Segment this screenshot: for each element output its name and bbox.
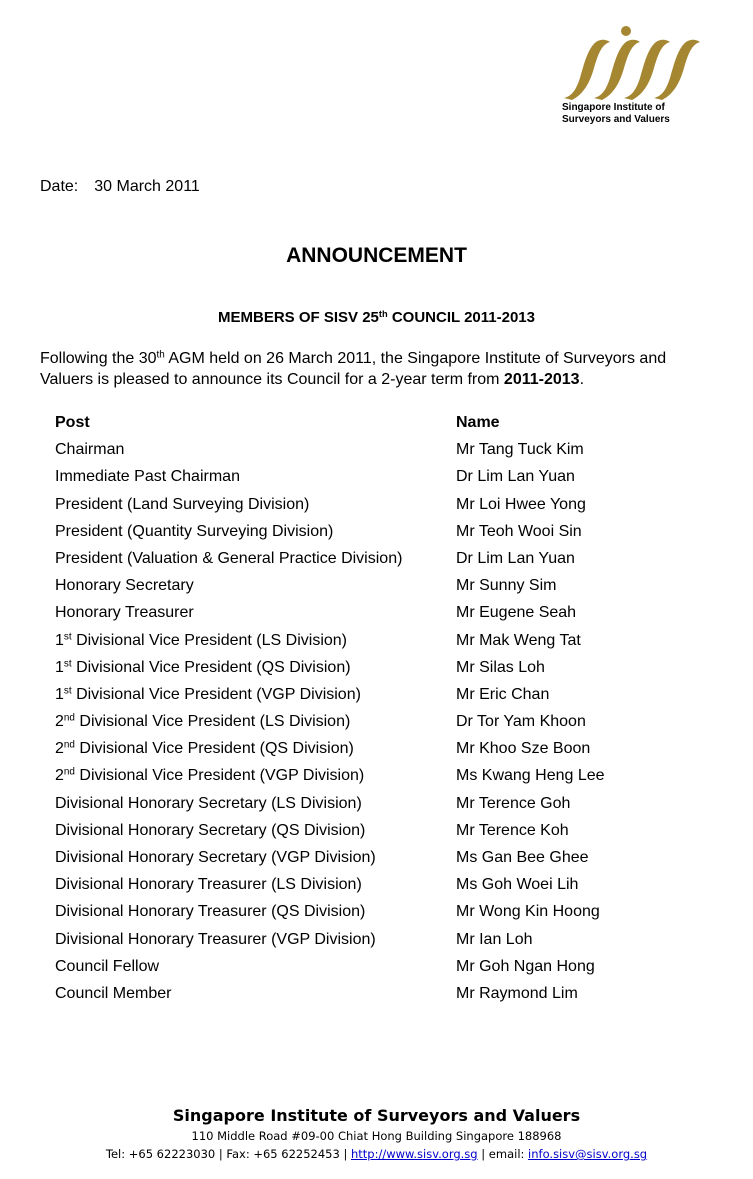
table-row	[55, 494, 715, 521]
table-row	[55, 765, 715, 792]
subtitle	[0, 309, 753, 326]
post-text-rest: Divisional Vice President (LS Division)	[71, 631, 347, 649]
column-header-name: Name	[456, 414, 500, 431]
post-text: Council Fellow	[55, 957, 160, 975]
table-row	[55, 847, 715, 874]
table-row	[55, 439, 715, 466]
table-row	[55, 575, 715, 602]
name-cell: Mr Eric Chan	[456, 685, 550, 703]
post-text: Divisional Honorary Treasurer (QS Division)	[55, 903, 366, 921]
table-row	[55, 983, 715, 1010]
footer-tel-fax: Tel: +65 62223030 | Fax: +65 62252453 |	[105, 1147, 351, 1161]
name-cell: Mr Goh Ngan Hong	[456, 957, 595, 975]
date-label: Date:	[40, 178, 79, 195]
post-text: 2	[55, 713, 64, 731]
post-cell	[55, 765, 364, 787]
table-row	[55, 793, 715, 820]
post-cell	[55, 956, 159, 978]
column-header-post: Post	[55, 414, 90, 431]
intro-sup: th	[156, 349, 165, 361]
post-cell	[55, 466, 240, 488]
intro-end: .	[579, 371, 585, 388]
table-row	[55, 630, 715, 657]
post-text: 1	[55, 631, 64, 649]
logo-text	[562, 102, 670, 126]
post-cell	[55, 439, 124, 461]
name-cell: Mr Ian Loh	[456, 930, 533, 948]
post-cell	[55, 793, 362, 815]
post-text: Divisional Honorary Treasurer (VGP Division)	[55, 930, 376, 948]
post-text: 1	[55, 685, 64, 703]
table-row	[55, 901, 715, 928]
name-cell: Dr Tor Yam Khoon	[456, 713, 586, 731]
footer-org-name: Singapore Institute of Surveyors and Valuers	[172, 1106, 581, 1125]
table-row	[55, 657, 715, 684]
name-cell: Mr Teoh Wooi Sin	[456, 522, 582, 540]
post-cell	[55, 874, 362, 896]
logo-swooshes	[564, 26, 700, 100]
name-cell: Ms Kwang Heng Lee	[456, 767, 605, 785]
name-cell: Mr Silas Loh	[456, 658, 545, 676]
name-cell: Dr Lim Lan Yuan	[456, 468, 575, 486]
table-row	[55, 929, 715, 956]
post-text: Honorary Treasurer	[55, 604, 194, 622]
post-cell	[55, 983, 171, 1005]
name-cell: Dr Lim Lan Yuan	[456, 549, 575, 567]
post-text: Divisional Honorary Treasurer (LS Division)	[55, 876, 362, 894]
table-body	[55, 439, 715, 1010]
table-row	[55, 684, 715, 711]
post-text: Divisional Honorary Secretary (LS Division)	[55, 794, 362, 812]
table-row	[55, 956, 715, 983]
logo-dot	[621, 26, 631, 36]
post-text: 2	[55, 740, 64, 758]
table-header	[55, 412, 715, 439]
table-row	[55, 738, 715, 765]
intro-term: 2011-2013	[503, 371, 580, 388]
post-cell	[55, 929, 376, 951]
footer-contact	[0, 1145, 753, 1163]
sisv-logo-mark	[560, 24, 706, 100]
logo-line-1: Singapore Institute of	[562, 102, 665, 113]
post-cell	[55, 711, 350, 733]
date-line	[40, 178, 200, 196]
name-cell: Mr Terence Goh	[456, 794, 571, 812]
post-text: President (Quantity Surveying Division)	[55, 522, 334, 540]
post-text: 1	[55, 658, 64, 676]
post-text: 2	[55, 767, 64, 785]
table-row	[55, 711, 715, 738]
post-cell	[55, 684, 361, 706]
table-row	[55, 602, 715, 629]
post-cell	[55, 602, 194, 624]
date-value: 30 March 2011	[94, 178, 200, 195]
table-row	[55, 466, 715, 493]
post-text: President (Land Surveying Division)	[55, 495, 310, 513]
post-cell	[55, 548, 402, 570]
post-text: President (Valuation & General Practice Division)	[55, 549, 403, 567]
name-cell: Mr Loi Hwee Yong	[456, 495, 586, 513]
post-cell	[55, 657, 351, 679]
post-ordinal-sup: st	[63, 658, 72, 670]
post-cell	[55, 521, 333, 543]
post-ordinal-sup: st	[63, 685, 72, 697]
table-row	[55, 548, 715, 575]
post-cell	[55, 738, 354, 760]
post-cell	[55, 820, 365, 842]
post-cell	[55, 575, 194, 597]
table-row	[55, 820, 715, 847]
post-cell	[55, 901, 365, 923]
footer	[0, 1105, 753, 1163]
post-cell	[55, 494, 309, 516]
footer-email-label: | email:	[477, 1147, 529, 1161]
post-cell	[55, 630, 347, 652]
post-text-rest: Divisional Vice President (QS Division)	[74, 740, 354, 758]
name-cell: Mr Eugene Seah	[456, 604, 577, 622]
sisv-logo	[558, 24, 708, 129]
footer-address: 110 Middle Road #09-00 Chiat Hong Building Singapore 188968	[191, 1129, 562, 1143]
name-cell: Mr Terence Koh	[456, 821, 569, 839]
post-ordinal-sup: nd	[63, 712, 75, 724]
intro-paragraph	[40, 348, 715, 390]
name-cell: Mr Mak Weng Tat	[456, 631, 581, 649]
table-row	[55, 874, 715, 901]
website-link[interactable]: http://www.sisv.org.sg	[351, 1147, 478, 1161]
post-ordinal-sup: st	[63, 631, 72, 643]
post-text: Divisional Honorary Secretary (VGP Division)	[55, 849, 376, 866]
subtitle-suffix: COUNCIL 2011-2013	[387, 309, 535, 326]
subtitle-prefix: MEMBERS OF SISV 25	[218, 309, 379, 326]
intro-part-1: Following the 30	[40, 350, 157, 367]
post-text: Honorary Secretary	[55, 577, 194, 595]
post-text-rest: Divisional Vice President (QS Division)	[71, 658, 351, 676]
name-cell: Mr Khoo Sze Boon	[456, 740, 591, 758]
page-title: ANNOUNCEMENT	[286, 244, 467, 267]
post-text: Chairman	[55, 441, 125, 459]
post-ordinal-sup: nd	[63, 739, 75, 751]
logo-line-2: Surveyors and Valuers	[562, 114, 670, 125]
table-row	[55, 521, 715, 548]
intro-part-2: AGM held on 26 March 2011, the Singapore Institute of Surveyors and Valuers is pleased to announce its Council for a 2-year term from	[40, 350, 667, 388]
council-table	[55, 412, 715, 1010]
name-cell: Mr Tang Tuck Kim	[456, 441, 584, 459]
name-cell: Mr Sunny Sim	[456, 577, 557, 595]
name-cell: Ms Gan Bee Ghee	[456, 849, 589, 866]
post-text-rest: Divisional Vice President (VGP Division)	[74, 767, 365, 785]
post-cell	[55, 847, 376, 869]
subtitle-sup: th	[378, 308, 388, 319]
name-cell: Mr Wong Kin Hoong	[456, 903, 600, 921]
post-text-rest: Divisional Vice President (LS Division)	[74, 713, 351, 731]
post-ordinal-sup: nd	[63, 766, 75, 778]
post-text: Council Member	[55, 984, 172, 1002]
post-text: Immediate Past Chairman	[55, 468, 240, 486]
email-link[interactable]: info.sisv@sisv.org.sg	[528, 1147, 648, 1161]
name-cell: Mr Raymond Lim	[456, 984, 578, 1002]
post-text: Divisional Honorary Secretary (QS Division)	[55, 821, 366, 839]
name-cell: Ms Goh Woei Lih	[456, 876, 579, 894]
post-text-rest: Divisional Vice President (VGP Division)	[71, 685, 361, 703]
